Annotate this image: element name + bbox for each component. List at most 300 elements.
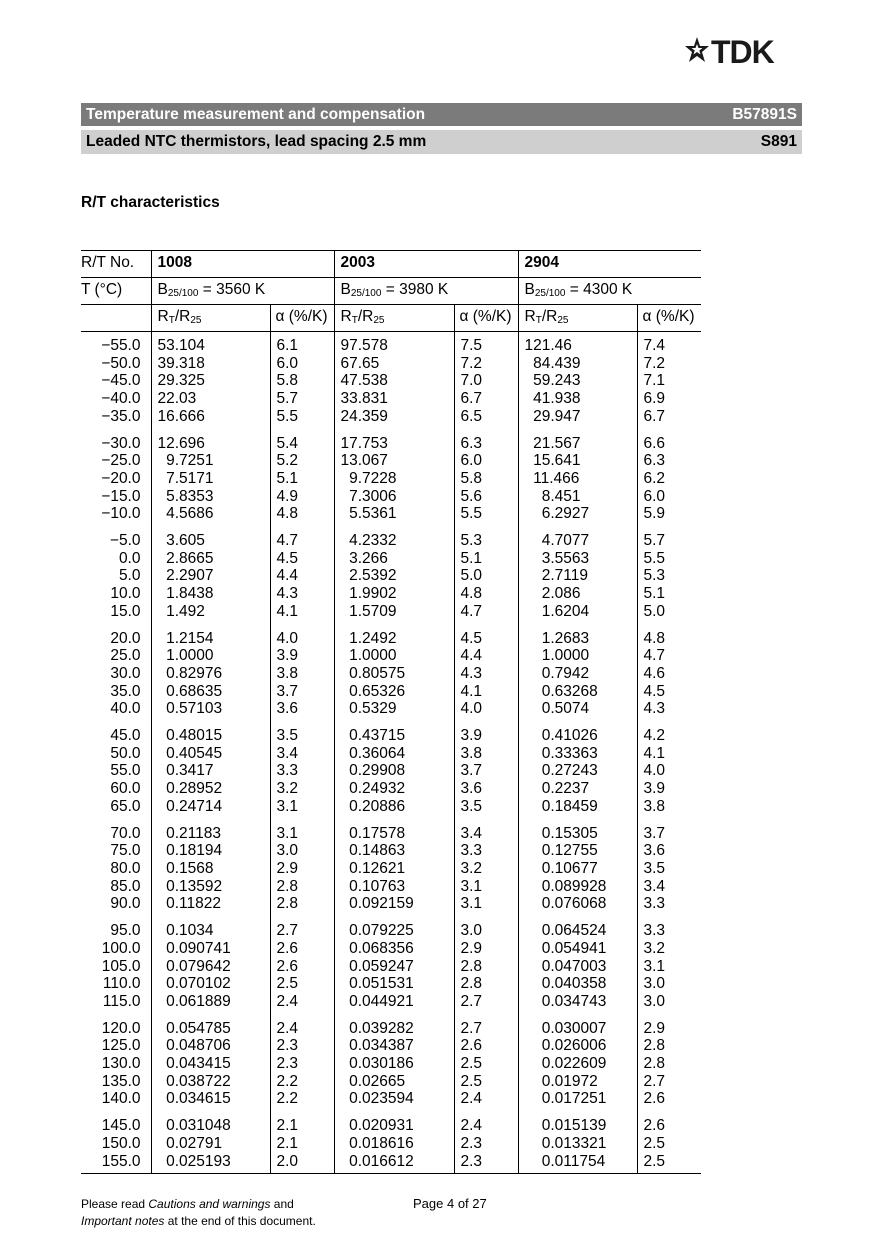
ratio-2003-value: 0.12621: [340, 859, 406, 877]
alpha-1008-cell: [270, 332, 334, 430]
alpha-2904-value: 3.9: [643, 780, 666, 798]
alpha-1008-cell: [270, 820, 334, 918]
alpha-2904-cell: [637, 625, 701, 723]
alpha-1008-cell: [270, 527, 334, 625]
ratio-1008-value: 9.7251: [157, 452, 214, 470]
alpha-2904-value: 7.2: [643, 354, 666, 372]
alpha-2904-value: 4.7: [643, 647, 666, 665]
alpha-2904-value: 6.6: [643, 434, 666, 452]
alpha-1008-cell: [270, 917, 334, 1015]
ratio-2904-value: 0.017251: [524, 1090, 607, 1108]
ratio-2904-value: 0.10677: [524, 859, 598, 877]
ratio-2904-value: 0.33363: [524, 744, 598, 762]
temperature-value: 90.0: [110, 895, 141, 913]
alpha-2003-value: 6.5: [460, 407, 483, 425]
header-subtitle: Leaded NTC thermistors, lead spacing 2.5 mm: [86, 133, 427, 150]
alpha-2003-value: 5.6: [460, 487, 483, 505]
ratio-1008-cell: [151, 917, 270, 1015]
alpha-2003-value: 3.2: [460, 859, 483, 877]
alpha-2003-value: 3.3: [460, 842, 483, 860]
temperature-value: 80.0: [110, 859, 141, 877]
ratio-2003-value: 0.079225: [340, 922, 414, 940]
alpha-2003-value: 4.1: [460, 682, 483, 700]
temp-label: T (°C): [81, 278, 151, 305]
alpha-1008-value: 6.1: [276, 337, 299, 354]
ratio-1008-value: 2.2907: [157, 567, 214, 585]
subheader-bar: [81, 130, 802, 154]
ratio-1008-value: 0.048706: [157, 1037, 231, 1055]
alpha-1008-cell: [270, 1112, 334, 1174]
ratio-2003-value: 0.020931: [340, 1117, 414, 1135]
ratio-2904-value: 0.01972: [524, 1072, 598, 1090]
alpha-1008-value: 6.0: [276, 354, 299, 372]
alpha-2904-value: 2.7: [643, 1072, 666, 1090]
ratio-1008-value: 3.605: [157, 532, 205, 550]
temperature-value: 95.0: [110, 922, 141, 940]
ratio-1008-value: 0.18194: [157, 842, 223, 860]
temperature-value: 30.0: [110, 664, 141, 682]
alpha-2904-value: 4.3: [643, 700, 666, 718]
alpha-2003-value: 2.9: [460, 939, 483, 957]
alpha-2904-cell: [637, 820, 701, 918]
ratio-1008-value: 12.696: [157, 434, 205, 452]
ratio-2003-value: 33.831: [340, 390, 388, 408]
ratio-2003-value: 47.538: [340, 372, 388, 390]
ratio-2904-value: 1.0000: [524, 647, 590, 665]
ratio-2904-value: 0.047003: [524, 957, 607, 975]
alpha-1008-cell: [270, 722, 334, 820]
alpha-2904-value: 5.7: [643, 532, 666, 550]
ratio-1008-cell: [151, 527, 270, 625]
alpha-1008-cell: [270, 1015, 334, 1113]
temperature-value: 45.0: [110, 727, 141, 745]
alpha-2003-value: 2.6: [460, 1037, 483, 1055]
temperature-value: 40.0: [110, 700, 141, 718]
alpha-2904-value: 5.3: [643, 567, 666, 585]
ratio-2904-value: 0.076068: [524, 895, 607, 913]
temperature-value: 125.0: [101, 1037, 141, 1055]
ratio-1008-value: 0.21183: [157, 824, 221, 842]
alpha-2904-value: 5.1: [643, 585, 666, 603]
temperature-value: 135.0: [101, 1072, 141, 1090]
temperature-value: 120.0: [101, 1019, 141, 1037]
ratio-header: $R_T/R_{25}$: [518, 305, 637, 332]
alpha-2003-value: 2.8: [460, 975, 483, 993]
alpha-1008-value: 2.4: [276, 992, 299, 1010]
alpha-1008-value: 3.4: [276, 744, 299, 762]
ratio-2904-value: 0.013321: [524, 1134, 607, 1152]
ratio-1008-value: 0.079642: [157, 957, 231, 975]
alpha-2003-cell: [454, 332, 518, 430]
temperature-value: 55.0: [110, 762, 141, 780]
ratio-2904-value: 0.15305: [524, 824, 598, 842]
ratio-1008-value: 0.28952: [157, 780, 223, 798]
alpha-1008-value: 2.6: [276, 957, 299, 975]
alpha-2904-value: 6.2: [643, 469, 666, 487]
alpha-1008-value: 3.3: [276, 762, 299, 780]
table-row-group: [81, 722, 701, 820]
rt-no-label: R/T No.: [81, 251, 151, 278]
ratio-2904-value: 0.41026: [524, 727, 598, 745]
temperature-cell: [81, 1112, 151, 1174]
ratio-1008-value: 0.043415: [157, 1055, 231, 1073]
alpha-1008-value: 3.5: [276, 727, 299, 745]
ratio-1008-value: 0.11822: [157, 895, 221, 913]
temperature-value: −20.0: [101, 469, 141, 487]
cautions-link[interactable]: Cautions and warnings: [148, 1197, 271, 1211]
ratio-1008-value: 0.82976: [157, 664, 223, 682]
temperature-cell: [81, 917, 151, 1015]
ratio-2904-value: 3.5563: [524, 549, 590, 567]
alpha-1008-value: 5.4: [276, 434, 299, 452]
alpha-header: α (%/K): [270, 305, 334, 332]
alpha-2003-value: 7.5: [460, 337, 483, 354]
alpha-1008-cell: [270, 430, 334, 528]
ratio-2003-value: 0.24932: [340, 780, 406, 798]
alpha-2904-value: 4.8: [643, 629, 666, 647]
ratio-2003-value: 0.044921: [340, 992, 414, 1010]
alpha-header: α (%/K): [454, 305, 518, 332]
ratio-2904-cell: [518, 1112, 637, 1174]
ratio-2904-cell: [518, 820, 637, 918]
alpha-1008-value: 5.8: [276, 372, 299, 390]
alpha-2904-value: 3.0: [643, 992, 666, 1010]
ratio-2003-value: 0.43715: [340, 727, 406, 745]
rt-no-2003: 2003: [334, 251, 518, 278]
alpha-2904-value: 3.5: [643, 859, 666, 877]
alpha-2904-value: 3.3: [643, 922, 666, 940]
alpha-2003-value: 3.6: [460, 780, 483, 798]
alpha-2904-value: 5.9: [643, 505, 666, 523]
ratio-1008-value: 0.40545: [157, 744, 223, 762]
ratio-2904-value: 0.089928: [524, 877, 607, 895]
ratio-2904-value: 0.030007: [524, 1019, 607, 1037]
temperature-value: 140.0: [101, 1090, 141, 1108]
ratio-2904-value: 0.026006: [524, 1037, 607, 1055]
temperature-value: −45.0: [101, 372, 141, 390]
ratio-1008-value: 0.1034: [157, 922, 214, 940]
alpha-2904-value: 3.6: [643, 842, 666, 860]
ratio-2003-value: 97.578: [340, 337, 388, 354]
ratio-2904-cell: [518, 430, 637, 528]
ratio-2003-value: 0.80575: [340, 664, 406, 682]
table-row-group: [81, 917, 701, 1015]
ratio-1008-value: 22.03: [157, 390, 197, 408]
alpha-1008-value: 4.9: [276, 487, 299, 505]
ratio-2904-value: 11.466: [524, 469, 580, 487]
temperature-value: 150.0: [101, 1134, 141, 1152]
alpha-2003-value: 2.7: [460, 1019, 483, 1037]
alpha-2904-cell: [637, 1015, 701, 1113]
ratio-2003-cell: [334, 332, 454, 430]
temperature-cell: [81, 430, 151, 528]
ratio-2003-value: 4.2332: [340, 532, 397, 550]
temperature-value: 60.0: [110, 780, 141, 798]
alpha-2003-value: 4.7: [460, 602, 483, 620]
table-row-group: [81, 1112, 701, 1174]
alpha-2003-value: 6.7: [460, 390, 483, 408]
ratio-1008-value: 0.031048: [157, 1117, 231, 1135]
ratio-2904-value: 0.7942: [524, 664, 590, 682]
alpha-2003-value: 3.9: [460, 727, 483, 745]
alpha-1008-value: 2.5: [276, 975, 299, 993]
ratio-1008-value: 0.3417: [157, 762, 214, 780]
alpha-2904-value: 3.3: [643, 895, 666, 913]
alpha-2003-value: 2.3: [460, 1134, 483, 1152]
alpha-1008-value: 2.3: [276, 1037, 299, 1055]
ratio-2003-value: 0.016612: [340, 1152, 414, 1170]
ratio-2904-value: 59.243: [524, 372, 581, 390]
alpha-1008-value: 2.8: [276, 895, 299, 913]
alpha-2003-value: 4.0: [460, 700, 483, 718]
b-value-2003: $B_{25/100} = 3980$ K: [334, 278, 518, 305]
ratio-2003-cell: [334, 722, 454, 820]
alpha-2904-value: 6.9: [643, 390, 666, 408]
alpha-1008-value: 4.7: [276, 532, 299, 550]
b-value-row: [81, 278, 701, 305]
alpha-1008-value: 3.1: [276, 824, 299, 842]
ratio-2904-value: 29.947: [524, 407, 581, 425]
alpha-2904-value: 4.2: [643, 727, 666, 745]
table-row-group: [81, 625, 701, 723]
temperature-cell: [81, 332, 151, 430]
ratio-2003-value: 24.359: [340, 407, 388, 425]
rt-number-row: [81, 251, 701, 278]
alpha-2003-cell: [454, 527, 518, 625]
alpha-2904-cell: [637, 722, 701, 820]
temperature-cell: [81, 527, 151, 625]
temperature-value: −25.0: [101, 452, 141, 470]
temperature-value: −55.0: [101, 337, 141, 354]
ratio-1008-value: 0.24714: [157, 797, 223, 815]
header-bar: [81, 103, 802, 126]
ratio-1008-value: 1.2154: [157, 629, 214, 647]
ratio-1008-value: 0.48015: [157, 727, 223, 745]
alpha-2904-value: 3.0: [643, 975, 666, 993]
temperature-value: 75.0: [110, 842, 141, 860]
ratio-2904-value: 0.054941: [524, 939, 607, 957]
temperature-value: −30.0: [101, 434, 141, 452]
ratio-2904-value: 0.18459: [524, 797, 598, 815]
alpha-2003-cell: [454, 1015, 518, 1113]
alpha-2904-value: 3.2: [643, 939, 666, 957]
ratio-2003-value: 0.36064: [340, 744, 406, 762]
ratio-2003-value: 0.051531: [340, 975, 414, 993]
ratio-2904-value: 0.12755: [524, 842, 598, 860]
ratio-1008-value: 2.8665: [157, 549, 214, 567]
temperature-cell: [81, 820, 151, 918]
ratio-1008-value: 0.025193: [157, 1152, 231, 1170]
header-title: Temperature measurement and compensation: [86, 106, 426, 123]
ratio-2904-value: 0.040358: [524, 975, 607, 993]
alpha-2904-value: 3.7: [643, 824, 666, 842]
ratio-2003-value: 5.5361: [340, 505, 397, 523]
alpha-2003-value: 3.0: [460, 922, 483, 940]
ratio-2003-cell: [334, 625, 454, 723]
alpha-1008-value: 4.1: [276, 602, 299, 620]
ratio-1008-value: 1.8438: [157, 585, 214, 603]
alpha-2904-cell: [637, 430, 701, 528]
alpha-2003-cell: [454, 917, 518, 1015]
ratio-1008-value: 53.104: [157, 337, 205, 354]
ratio-2003-value: 0.65326: [340, 682, 406, 700]
temperature-value: 35.0: [110, 682, 141, 700]
alpha-2003-value: 3.1: [460, 877, 483, 895]
temperature-value: 5.0: [118, 567, 141, 585]
series-code: S891: [760, 133, 797, 150]
temperature-cell: [81, 722, 151, 820]
temperature-value: 110.0: [102, 975, 141, 993]
temperature-value: −5.0: [109, 532, 141, 550]
ratio-2904-value: 2.7119: [524, 567, 588, 585]
alpha-2904-value: 2.9: [643, 1019, 666, 1037]
tdk-logo: [684, 36, 804, 66]
ratio-2904-value: 0.5074: [524, 700, 590, 718]
alpha-2904-value: 2.6: [643, 1090, 666, 1108]
alpha-1008-value: 4.5: [276, 549, 299, 567]
alpha-2904-value: 7.4: [643, 337, 666, 354]
ratio-2003-value: 0.10763: [340, 877, 406, 895]
ratio-2904-cell: [518, 625, 637, 723]
temperature-value: 15.0: [110, 602, 141, 620]
ratio-2904-value: 0.27243: [524, 762, 598, 780]
ratio-2904-value: 1.2683: [524, 629, 590, 647]
alpha-2003-value: 3.1: [460, 895, 483, 913]
ratio-1008-cell: [151, 625, 270, 723]
page-number: Page 4 of 27: [413, 1196, 487, 1211]
alpha-2003-cell: [454, 625, 518, 723]
b-value-2904: $B_{25/100} = 4300$ K: [518, 278, 701, 305]
alpha-2003-value: 6.0: [460, 452, 483, 470]
alpha-1008-value: 2.2: [276, 1072, 299, 1090]
ratio-1008-value: 0.034615: [157, 1090, 231, 1108]
alpha-2904-value: 5.5: [643, 549, 666, 567]
alpha-1008-value: 4.4: [276, 567, 299, 585]
alpha-1008-value: 2.3: [276, 1055, 299, 1073]
temperature-value: 25.0: [110, 647, 141, 665]
ratio-2003-value: 0.29908: [340, 762, 406, 780]
alpha-1008-value: 5.7: [276, 390, 299, 408]
table-row-group: [81, 527, 701, 625]
temperature-value: 155.0: [101, 1152, 141, 1170]
ratio-1008-value: 29.325: [157, 372, 205, 390]
ratio-2904-value: 4.7077: [524, 532, 590, 550]
temperature-value: 115.0: [102, 992, 141, 1010]
alpha-2904-value: 2.8: [643, 1055, 666, 1073]
ratio-2904-value: 121.46: [524, 337, 572, 354]
ratio-1008-value: 7.5171: [157, 469, 214, 487]
alpha-1008-value: 4.3: [276, 585, 299, 603]
alpha-1008-value: 3.8: [276, 664, 299, 682]
b-value-1008: $B_{25/100} = 3560$ K: [151, 278, 334, 305]
alpha-2904-value: 2.5: [643, 1134, 666, 1152]
alpha-2003-value: 2.5: [460, 1072, 483, 1090]
ratio-2003-value: 1.9902: [340, 585, 397, 603]
ratio-2904-cell: [518, 332, 637, 430]
alpha-1008-value: 2.0: [276, 1152, 299, 1170]
ratio-1008-value: 0.57103: [157, 700, 223, 718]
rt-characteristics-table: [81, 250, 701, 1174]
ratio-2003-value: 2.5392: [340, 567, 397, 585]
ratio-2003-value: 67.65: [340, 354, 380, 372]
alpha-1008-value: 2.2: [276, 1090, 299, 1108]
alpha-1008-value: 3.0: [276, 842, 299, 860]
ratio-2003-value: 9.7228: [340, 469, 397, 487]
ratio-2003-value: 1.5709: [340, 602, 397, 620]
alpha-2003-value: 2.3: [460, 1152, 483, 1170]
alpha-2904-value: 4.5: [643, 682, 666, 700]
rt-no-1008: 1008: [151, 251, 334, 278]
alpha-2904-cell: [637, 332, 701, 430]
alpha-2003-cell: [454, 722, 518, 820]
ratio-1008-value: 0.061889: [157, 992, 231, 1010]
ratio-2003-value: 0.02665: [340, 1072, 406, 1090]
ratio-1008-cell: [151, 1015, 270, 1113]
important-notes-link[interactable]: Important notes: [81, 1214, 165, 1228]
alpha-2003-value: 4.5: [460, 629, 483, 647]
ratio-2003-value: 7.3006: [340, 487, 397, 505]
alpha-1008-value: 3.6: [276, 700, 299, 718]
alpha-1008-value: 2.6: [276, 939, 299, 957]
ratio-1008-value: 5.8353: [157, 487, 214, 505]
temperature-value: −10.0: [101, 505, 141, 523]
alpha-2003-value: 5.0: [460, 567, 483, 585]
alpha-1008-value: 2.1: [276, 1117, 299, 1135]
alpha-2904-value: 6.3: [643, 452, 666, 470]
ratio-2003-value: 0.034387: [340, 1037, 414, 1055]
temperature-value: −15.0: [101, 487, 141, 505]
ratio-2904-value: 6.2927: [524, 505, 590, 523]
ratio-2904-cell: [518, 917, 637, 1015]
ratio-1008-cell: [151, 722, 270, 820]
alpha-2003-value: 3.8: [460, 744, 483, 762]
ratio-2003-value: 0.030186: [340, 1055, 414, 1073]
ratio-2003-value: 1.0000: [340, 647, 397, 665]
alpha-2003-cell: [454, 1112, 518, 1174]
ratio-2003-value: 0.068356: [340, 939, 414, 957]
alpha-1008-value: 2.7: [276, 922, 299, 940]
ratio-2003-value: 0.018616: [340, 1134, 414, 1152]
alpha-2003-value: 7.0: [460, 372, 483, 390]
ratio-2003-cell: [334, 527, 454, 625]
ratio-1008-value: 0.038722: [157, 1072, 231, 1090]
alpha-2003-value: 7.2: [460, 354, 483, 372]
ratio-1008-cell: [151, 1112, 270, 1174]
temperature-value: 0.0: [118, 549, 141, 567]
alpha-2904-value: 7.1: [643, 372, 666, 390]
ratio-2904-value: 1.6204: [524, 602, 590, 620]
ratio-2003-value: 0.14863: [340, 842, 406, 860]
ratio-1008-value: 16.666: [157, 407, 205, 425]
alpha-1008-value: 4.0: [276, 629, 299, 647]
ratio-2003-value: 0.059247: [340, 957, 414, 975]
alpha-1008-value: 4.8: [276, 505, 299, 523]
ratio-2904-value: 0.034743: [524, 992, 607, 1010]
temp-header-blank: [81, 305, 151, 332]
alpha-2904-value: 2.5: [643, 1152, 666, 1170]
ratio-1008-cell: [151, 430, 270, 528]
section-title: R/T characteristics: [81, 194, 220, 211]
ratio-2003-value: 0.039282: [340, 1019, 414, 1037]
ratio-2003-cell: [334, 430, 454, 528]
alpha-2904-value: 3.1: [643, 957, 666, 975]
ratio-2003-cell: [334, 917, 454, 1015]
temperature-value: 20.0: [110, 629, 141, 647]
alpha-2003-value: 4.8: [460, 585, 483, 603]
temperature-value: 100.0: [101, 939, 141, 957]
alpha-1008-value: 5.1: [276, 469, 299, 487]
alpha-1008-value: 3.2: [276, 780, 299, 798]
